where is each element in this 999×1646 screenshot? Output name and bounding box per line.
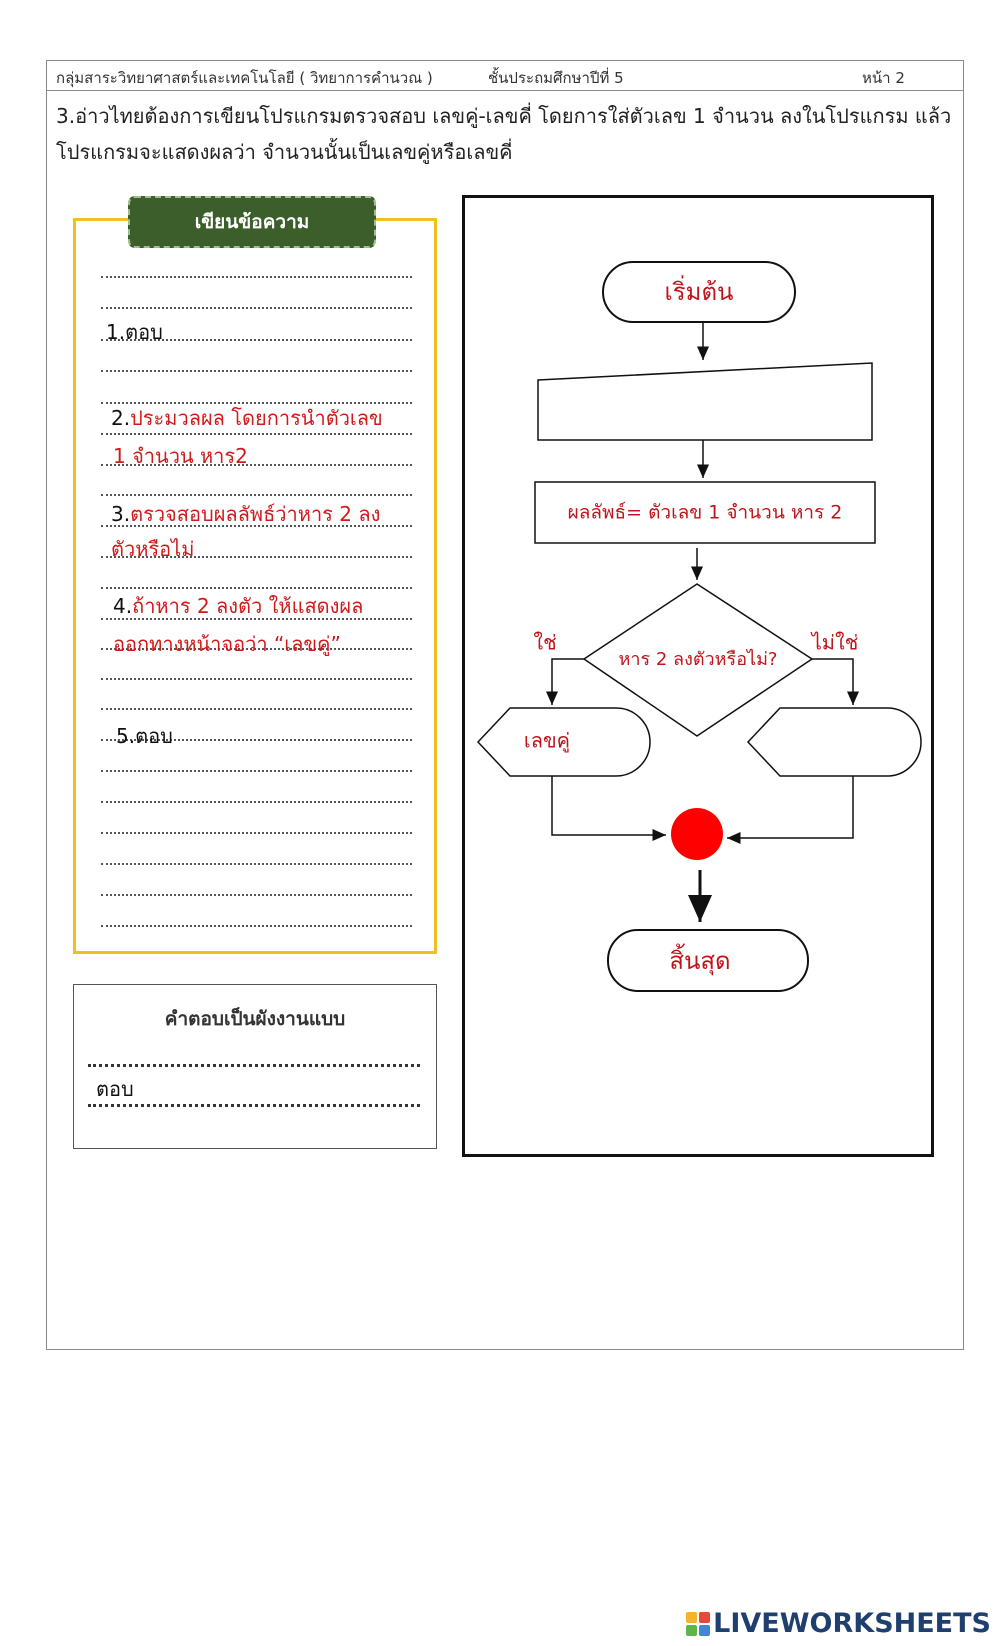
header-page-number: หน้า 2	[862, 69, 905, 87]
start-label: เริ่มต้น	[664, 278, 734, 306]
no-merge-line	[727, 776, 853, 838]
answer-box-label: ตอบ	[96, 1077, 134, 1101]
step-2-number: 2.	[111, 406, 131, 430]
yes-branch-line	[552, 659, 584, 705]
no-branch-line	[812, 659, 853, 705]
step-4-line-2: ออกทางหน้าจอว่า “เลขคู่”	[113, 632, 341, 656]
answer-5-label: 5.ตอบ	[116, 724, 173, 748]
connector-circle	[671, 808, 723, 860]
yes-merge-line	[552, 776, 666, 835]
end-label: สิ้นสุด	[669, 947, 731, 975]
question-text: 3.อ่าวไทยต้องการเขียนโปรแกรมตรวจสอบ เลขคู่-เลขคี่ โดยการใส่ตัวเลข 1 จำนวน ลงในโปรแกรม แล้วโปรแกรมจะแสดงผลว่า จำนวนนั้นเป็นเลขคู่หรือเลขคี่	[56, 104, 952, 164]
answer-box-title: คำตอบเป็นผังงานแบบ	[164, 1008, 346, 1030]
no-display-shape[interactable]	[748, 708, 921, 776]
step-2-line-1: ประมวลผล โดยการนำตัวเลข	[130, 406, 383, 430]
step-4-line-1: ถ้าหาร 2 ลงตัว ให้แสดงผล	[132, 594, 364, 618]
yes-branch-label: ใช่	[533, 630, 557, 655]
yes-display-label: เลขคู่	[523, 728, 571, 753]
input-shape[interactable]	[538, 363, 872, 440]
step-2-line-2: 1 จำนวน หาร2	[113, 444, 248, 468]
step-3-line-2: ตัวหรือไม่	[111, 537, 195, 561]
brand-grid-icon	[686, 1612, 710, 1636]
step-3-number: 3.	[111, 502, 131, 526]
step-4-number: 4.	[113, 594, 133, 618]
notes-title-badge: เขียนข้อความ	[128, 196, 376, 248]
brand-name: LIVEWORKSHEETS	[713, 1608, 991, 1639]
process-label: ผลลัพธ์= ตัวเลข 1 จำนวน หาร 2	[567, 501, 843, 524]
step-3-line-1: ตรวจสอบผลลัพธ์ว่าหาร 2 ลง	[130, 502, 381, 526]
brand-logo	[686, 1608, 991, 1639]
decision-label: หาร 2 ลงตัวหรือไม่?	[618, 649, 778, 670]
no-branch-label: ไม่ใช่	[811, 630, 859, 655]
answer-1-label: 1.ตอบ	[106, 320, 163, 344]
header-grade: ชั้นประถมศึกษาปีที่ 5	[488, 69, 624, 87]
header-subject: กลุ่มสาระวิทยาศาสตร์และเทคโนโลยี ( วิทยาการคำนวณ )	[56, 69, 433, 87]
